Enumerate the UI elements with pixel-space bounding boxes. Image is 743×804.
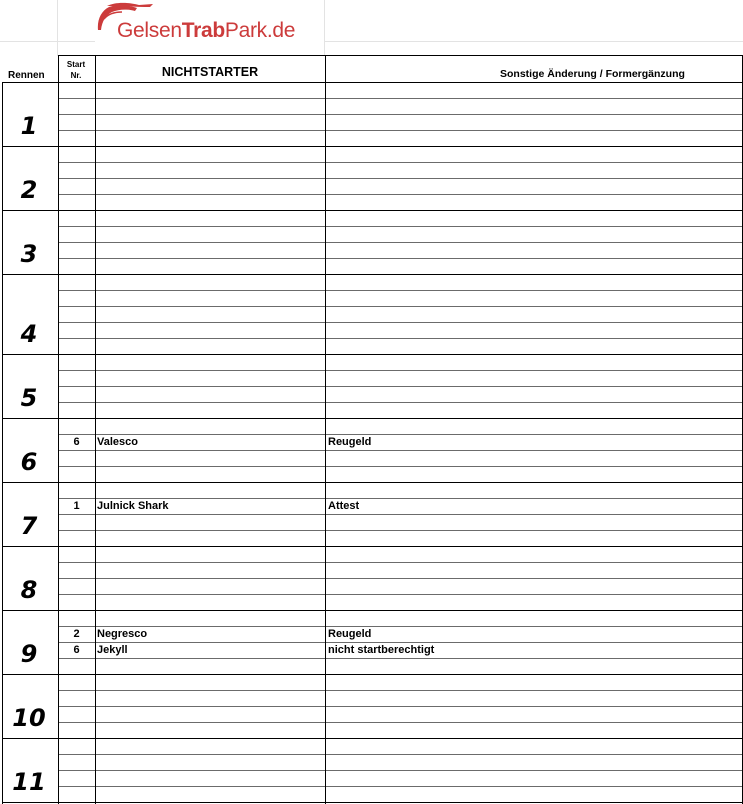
- row-separator: [58, 114, 743, 115]
- header-sonstige-aenderung: Sonstige Änderung / Formergänzung: [500, 68, 685, 80]
- race-separator: [2, 274, 743, 275]
- race-number-10: 10: [12, 704, 46, 732]
- horse-name-cell: Negresco: [97, 628, 148, 640]
- row-separator: [58, 370, 743, 371]
- horse-name-cell: Julnick Shark: [97, 500, 169, 512]
- row-separator: [58, 162, 743, 163]
- row-separator: [58, 322, 743, 323]
- start-nr-cell: 2: [73, 628, 80, 640]
- race-separator: [2, 482, 743, 483]
- race-separator: [2, 418, 743, 419]
- race-number-8: 8: [20, 576, 38, 604]
- race-separator: [2, 546, 743, 547]
- header-start-line2: Nr.: [70, 71, 82, 80]
- row-separator: [58, 402, 743, 403]
- note-cell: Reugeld: [328, 628, 372, 640]
- row-separator: [58, 226, 743, 227]
- row-separator: [58, 722, 743, 723]
- race-number-3: 3: [20, 240, 38, 268]
- row-separator: [58, 562, 743, 563]
- row-separator: [58, 194, 743, 195]
- row-separator: [58, 786, 743, 787]
- row-separator: [58, 594, 743, 595]
- row-separator: [58, 466, 743, 467]
- row-separator: [58, 258, 743, 259]
- header-rennen: Rennen: [8, 70, 45, 81]
- start-nr-cell: 6: [73, 644, 80, 656]
- race-number-9: 9: [20, 640, 38, 668]
- row-separator: [58, 658, 743, 659]
- gelsentrabpark-logo: [95, 2, 310, 46]
- race-separator: [2, 610, 743, 611]
- row-separator: [58, 386, 743, 387]
- race-number-4: 4: [20, 320, 38, 348]
- logo-part1: Gelsen: [117, 19, 182, 42]
- header-divider: [2, 82, 743, 83]
- horse-name-cell: Valesco: [97, 436, 138, 448]
- row-separator: [58, 98, 743, 99]
- race-number-6: 6: [20, 448, 38, 476]
- note-cell: Reugeld: [328, 436, 372, 448]
- note-cell: Attest: [328, 500, 360, 512]
- race-separator: [2, 354, 743, 355]
- row-separator: [58, 290, 743, 291]
- col-line-rennen-left: [2, 82, 3, 804]
- horse-name-cell: Jekyll: [97, 644, 128, 656]
- row-separator: [58, 306, 743, 307]
- row-separator: [58, 434, 743, 435]
- row-separator: [58, 626, 743, 627]
- row-separator: [58, 178, 743, 179]
- row-separator: [58, 514, 743, 515]
- header-start-nr: [60, 59, 92, 81]
- col-line-start: [58, 55, 59, 804]
- col-line-note: [325, 55, 326, 804]
- logo-wordmark: [117, 19, 295, 43]
- race-number-1: 1: [20, 112, 38, 140]
- row-separator: [58, 754, 743, 755]
- race-number-11: 11: [12, 768, 46, 796]
- row-separator: [58, 770, 743, 771]
- race-separator: [2, 674, 743, 675]
- row-separator: [58, 578, 743, 579]
- race-number-2: 2: [20, 176, 38, 204]
- row-separator: [58, 450, 743, 451]
- race-number-5: 5: [20, 384, 38, 412]
- row-separator: [58, 338, 743, 339]
- race-separator: [2, 802, 743, 803]
- row-separator: [58, 130, 743, 131]
- race-separator: [2, 146, 743, 147]
- logo-part2: Trab: [181, 19, 225, 42]
- table-top-border: [58, 55, 743, 56]
- note-cell: nicht startberechtigt: [328, 644, 435, 656]
- race-number-7: 7: [20, 512, 38, 540]
- row-separator: [58, 690, 743, 691]
- row-separator: [58, 530, 743, 531]
- col-line-name: [95, 55, 96, 804]
- logo-part3: Park.de: [224, 19, 296, 42]
- start-nr-cell: 6: [73, 436, 80, 448]
- row-separator: [58, 242, 743, 243]
- row-separator: [58, 706, 743, 707]
- race-separator: [2, 210, 743, 211]
- header-start-line1: Start: [66, 60, 86, 69]
- race-separator: [2, 738, 743, 739]
- start-nr-cell: 1: [73, 500, 80, 512]
- header-nichtstarter: NICHTSTARTER: [161, 65, 259, 79]
